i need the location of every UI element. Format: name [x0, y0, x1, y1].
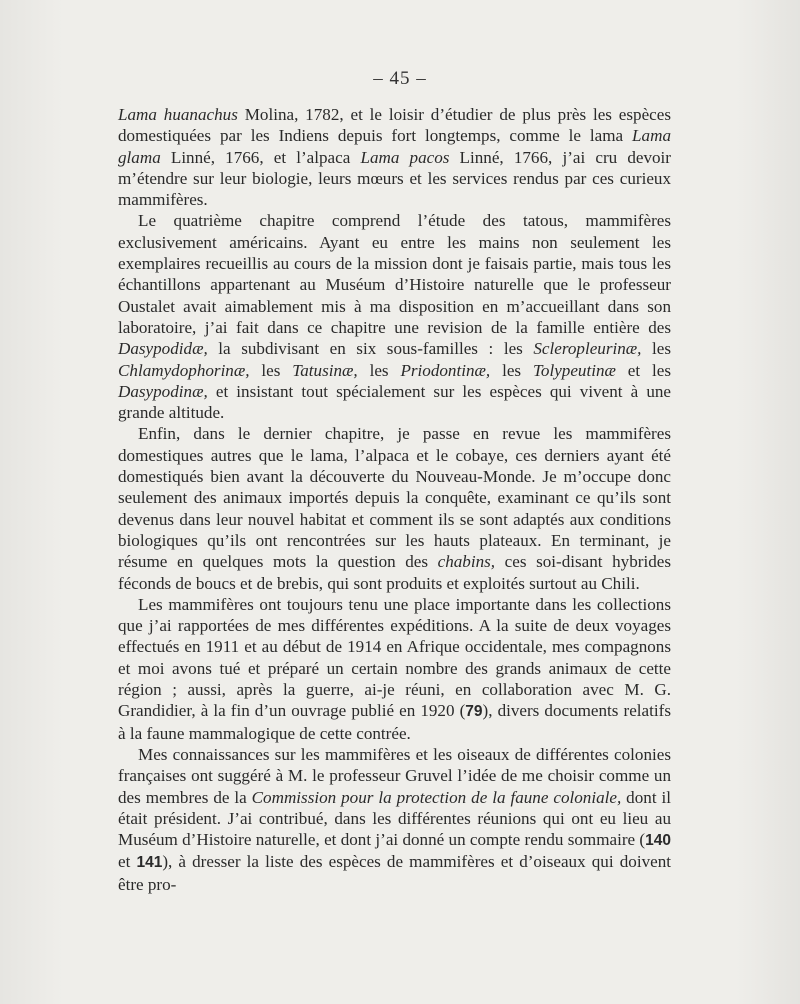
text-run: Molina, 1782, et le loisir d’étudier de plus près les espèces domestiquées par les Indiens depuis fort longtemps, comme le lama	[118, 105, 671, 146]
text-run: et insistant tout spécialement sur les espèces qui vivent à une grande altitude.	[118, 381, 671, 423]
paragraph-4	[118, 594, 671, 744]
text-run: les	[357, 360, 401, 380]
text-run: Linné, 1766, et l’alpaca	[160, 147, 361, 167]
text-run: et les	[615, 360, 671, 380]
text-run: les	[490, 360, 533, 380]
text-run: Enfin, dans le dernier chapitre, je passe en revue les mammifères domestiques autres que le lama, l’alpaca et le cobaye, ces derniers ayant été domestiqués bien avant la découverte du Nouveau-Monde. Je m’occupe donc seulement des animaux importés depuis la conquête, examinant ce qu’ils sont devenus dans leur nouvel habitat et comment ils se sont adaptés aux conditions biologiques qu’ils ont rencontrées sur les hauts plateaux. En terminant, je résume en quelques mots la question des	[118, 424, 671, 572]
text-run: la subdivisant en six sous-familles : les	[207, 339, 534, 359]
paragraph-3	[118, 423, 671, 593]
text-run: Linné, 1766, j’ai cru devoir m’étendre sur leur biologie, leurs mœurs et les services rendus par ces curieux mammifères.	[118, 147, 671, 210]
taxon-name: Priodontinæ,	[400, 360, 491, 380]
species-name: Lama huanachus	[118, 105, 238, 124]
taxon-name: Scleropleurinæ,	[533, 339, 642, 359]
text-run: dont il était président. J’ai contribué, dans les différentes réunions qui ont eu lieu au Muséum d’Histoire naturelle, et dont j’ai donné un compte rendu sommaire (	[118, 787, 672, 850]
text-run: les	[249, 360, 293, 380]
paragraph-1	[118, 104, 671, 210]
taxon-name: Chlamydophorinæ,	[118, 360, 250, 380]
paragraph-5	[118, 744, 671, 895]
text-run: Les mammifères ont toujours tenu une place importante dans les collections que j’ai rapportées de mes différentes expéditions. A la suite de deux voyages effectués en 1911 et au début de 1914 en Afrique occidentale, mes compagnons et moi avons tué et préparé un certain nombre des grands animaux de cette région ; aussi, après la guerre, ai-je réuni, en collaboration avec M. G. Grandidier, à la fin d’un ouvrage publié en 1920 (	[118, 594, 671, 721]
text-run: Mes connaissances sur les mammifères et les oiseaux de différentes colonies françaises ont suggéré à M. le professeur Gruvel l’idée de me choisir comme un des membres de la	[118, 744, 671, 807]
text-run: Le quatrième chapitre comprend l’étude des tatous, mammifères exclusivement américains. Ayant eu entre les mains non seulement les exemplaires recueillis au cours de la mission dont je faisais partie, mais tous les échantillons appartenant au Muséum d’Histoire naturelle que le professeur Oustalet avait aimablement mis à ma disposition en m’accueillant dans son laboratoire, j’ai fait dans ce chapitre une revision de la famille entière des	[118, 211, 671, 337]
reference-number: 141	[136, 854, 163, 872]
text-run: les	[641, 339, 671, 359]
text-run: ), à dresser la liste des espèces de mammifères et d’oiseaux qui doivent être pro-	[118, 852, 671, 894]
body-text	[118, 104, 671, 895]
species-name: Lama glama	[118, 126, 671, 167]
commission-title: Commission pour la protection de la faune coloniale,	[251, 787, 622, 807]
text-run: et	[118, 852, 137, 872]
taxon-name: Tolypeutinæ	[532, 360, 616, 380]
reference-number: 79	[465, 703, 483, 721]
page-number: – 45 –	[373, 68, 427, 89]
taxon-name: Dasypodinæ,	[118, 381, 208, 401]
text-run: ces soi-disant hybrides féconds de boucs et de brebis, qui sont produits et exploités surtout au Chili.	[118, 552, 671, 593]
paragraph-2	[118, 210, 671, 423]
reference-number: 140	[645, 832, 671, 850]
taxon-name: Tatusinæ,	[292, 360, 358, 380]
taxon-name: Dasypodidæ,	[118, 339, 208, 359]
emphasis-term: chabins,	[437, 552, 496, 572]
text-run: ), divers documents relatifs à la faune mammalogique de cette contrée.	[118, 701, 671, 743]
species-name: Lama pacos	[360, 147, 450, 167]
